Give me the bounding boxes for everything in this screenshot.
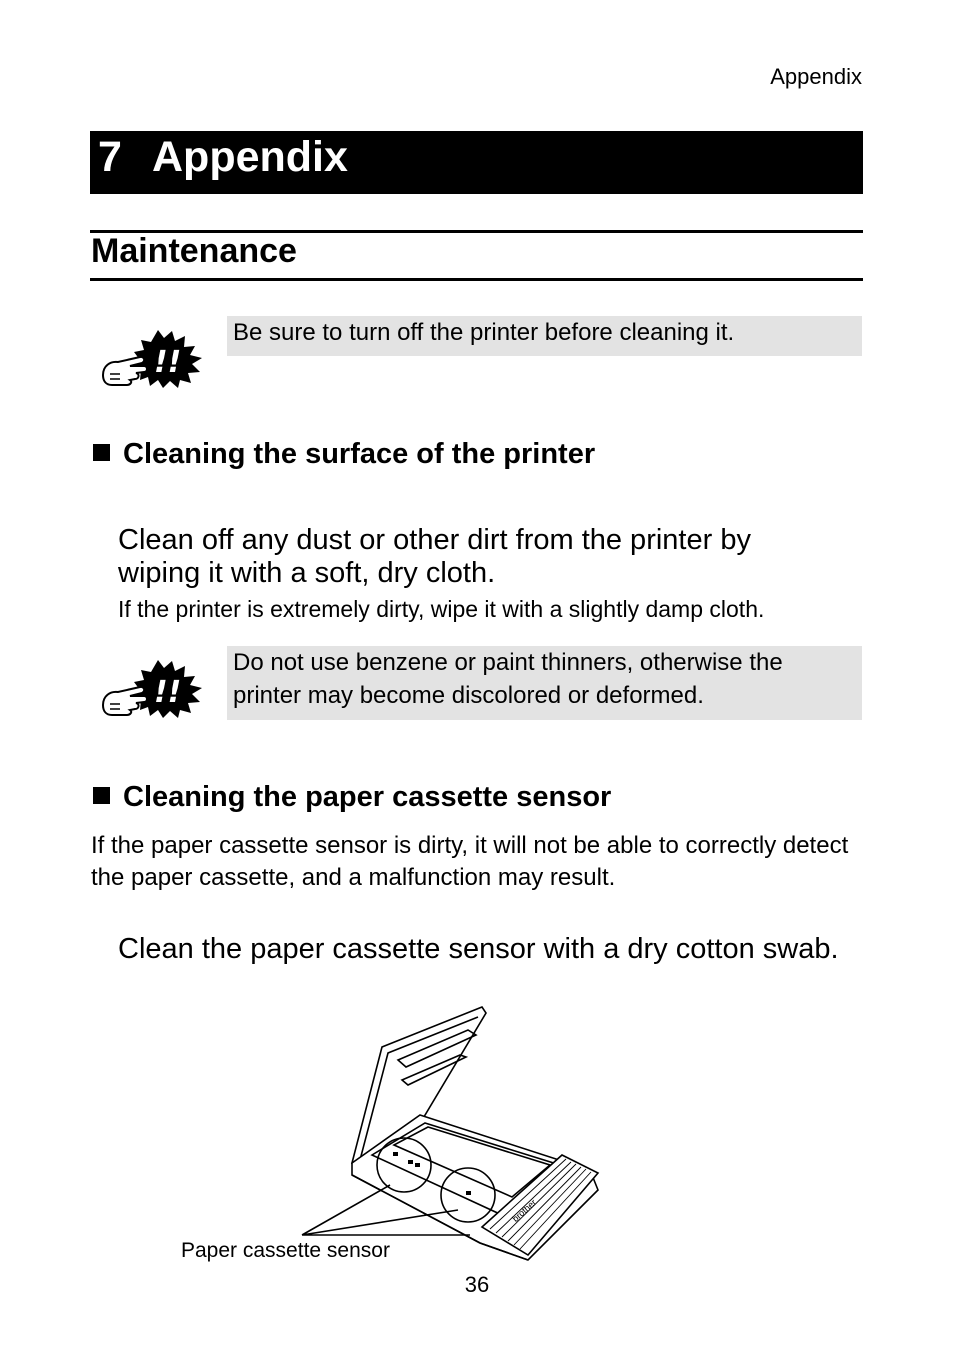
svg-text:!!: !! xyxy=(154,675,182,710)
svg-text:!!: !! xyxy=(154,345,182,380)
surface-step: Clean off any dust or other dirt from the printer by wiping it with a soft, dry cloth. xyxy=(118,524,751,589)
page-number: 36 xyxy=(464,1272,490,1297)
subheading-surface-text: Cleaning the surface of the printer xyxy=(123,438,596,470)
subheading-sensor-text: Cleaning the paper cassette sensor xyxy=(123,781,612,813)
chapter-title: Appendix xyxy=(152,133,348,181)
subheading-sensor xyxy=(93,781,611,814)
chapter-title-bar xyxy=(90,131,863,194)
surface-detail: If the printer is extremely dirty, wipe it with a slightly damp cloth. xyxy=(118,596,765,622)
pointing-hand-exclamation-icon xyxy=(100,658,208,718)
square-bullet-icon xyxy=(93,787,110,804)
chapter-number: 7 xyxy=(98,133,122,181)
section-bottom-rule xyxy=(90,278,863,281)
pointing-hand-exclamation-icon xyxy=(100,328,208,388)
caution-note: Be sure to turn off the printer before cleaning it. xyxy=(227,316,862,356)
section-title: Maintenance xyxy=(91,232,297,270)
subheading-surface xyxy=(93,438,595,471)
brand-label: brother xyxy=(510,1197,539,1224)
square-bullet-icon xyxy=(93,444,110,461)
paper-cassette-illustration xyxy=(290,1005,610,1265)
sensor-step: Clean the paper cassette sensor with a dry cotton swab. xyxy=(118,933,839,965)
running-header: Appendix xyxy=(770,64,862,89)
sensor-intro: If the paper cassette sensor is dirty, it will not be able to correctly detect the paper cassette, and a malfunction may result. xyxy=(91,832,849,891)
figure-caption: Paper cassette sensor xyxy=(181,1239,390,1262)
caution-note-solvents: Do not use benzene or paint thinners, otherwise the printer may become discolored or deformed. xyxy=(227,646,862,720)
